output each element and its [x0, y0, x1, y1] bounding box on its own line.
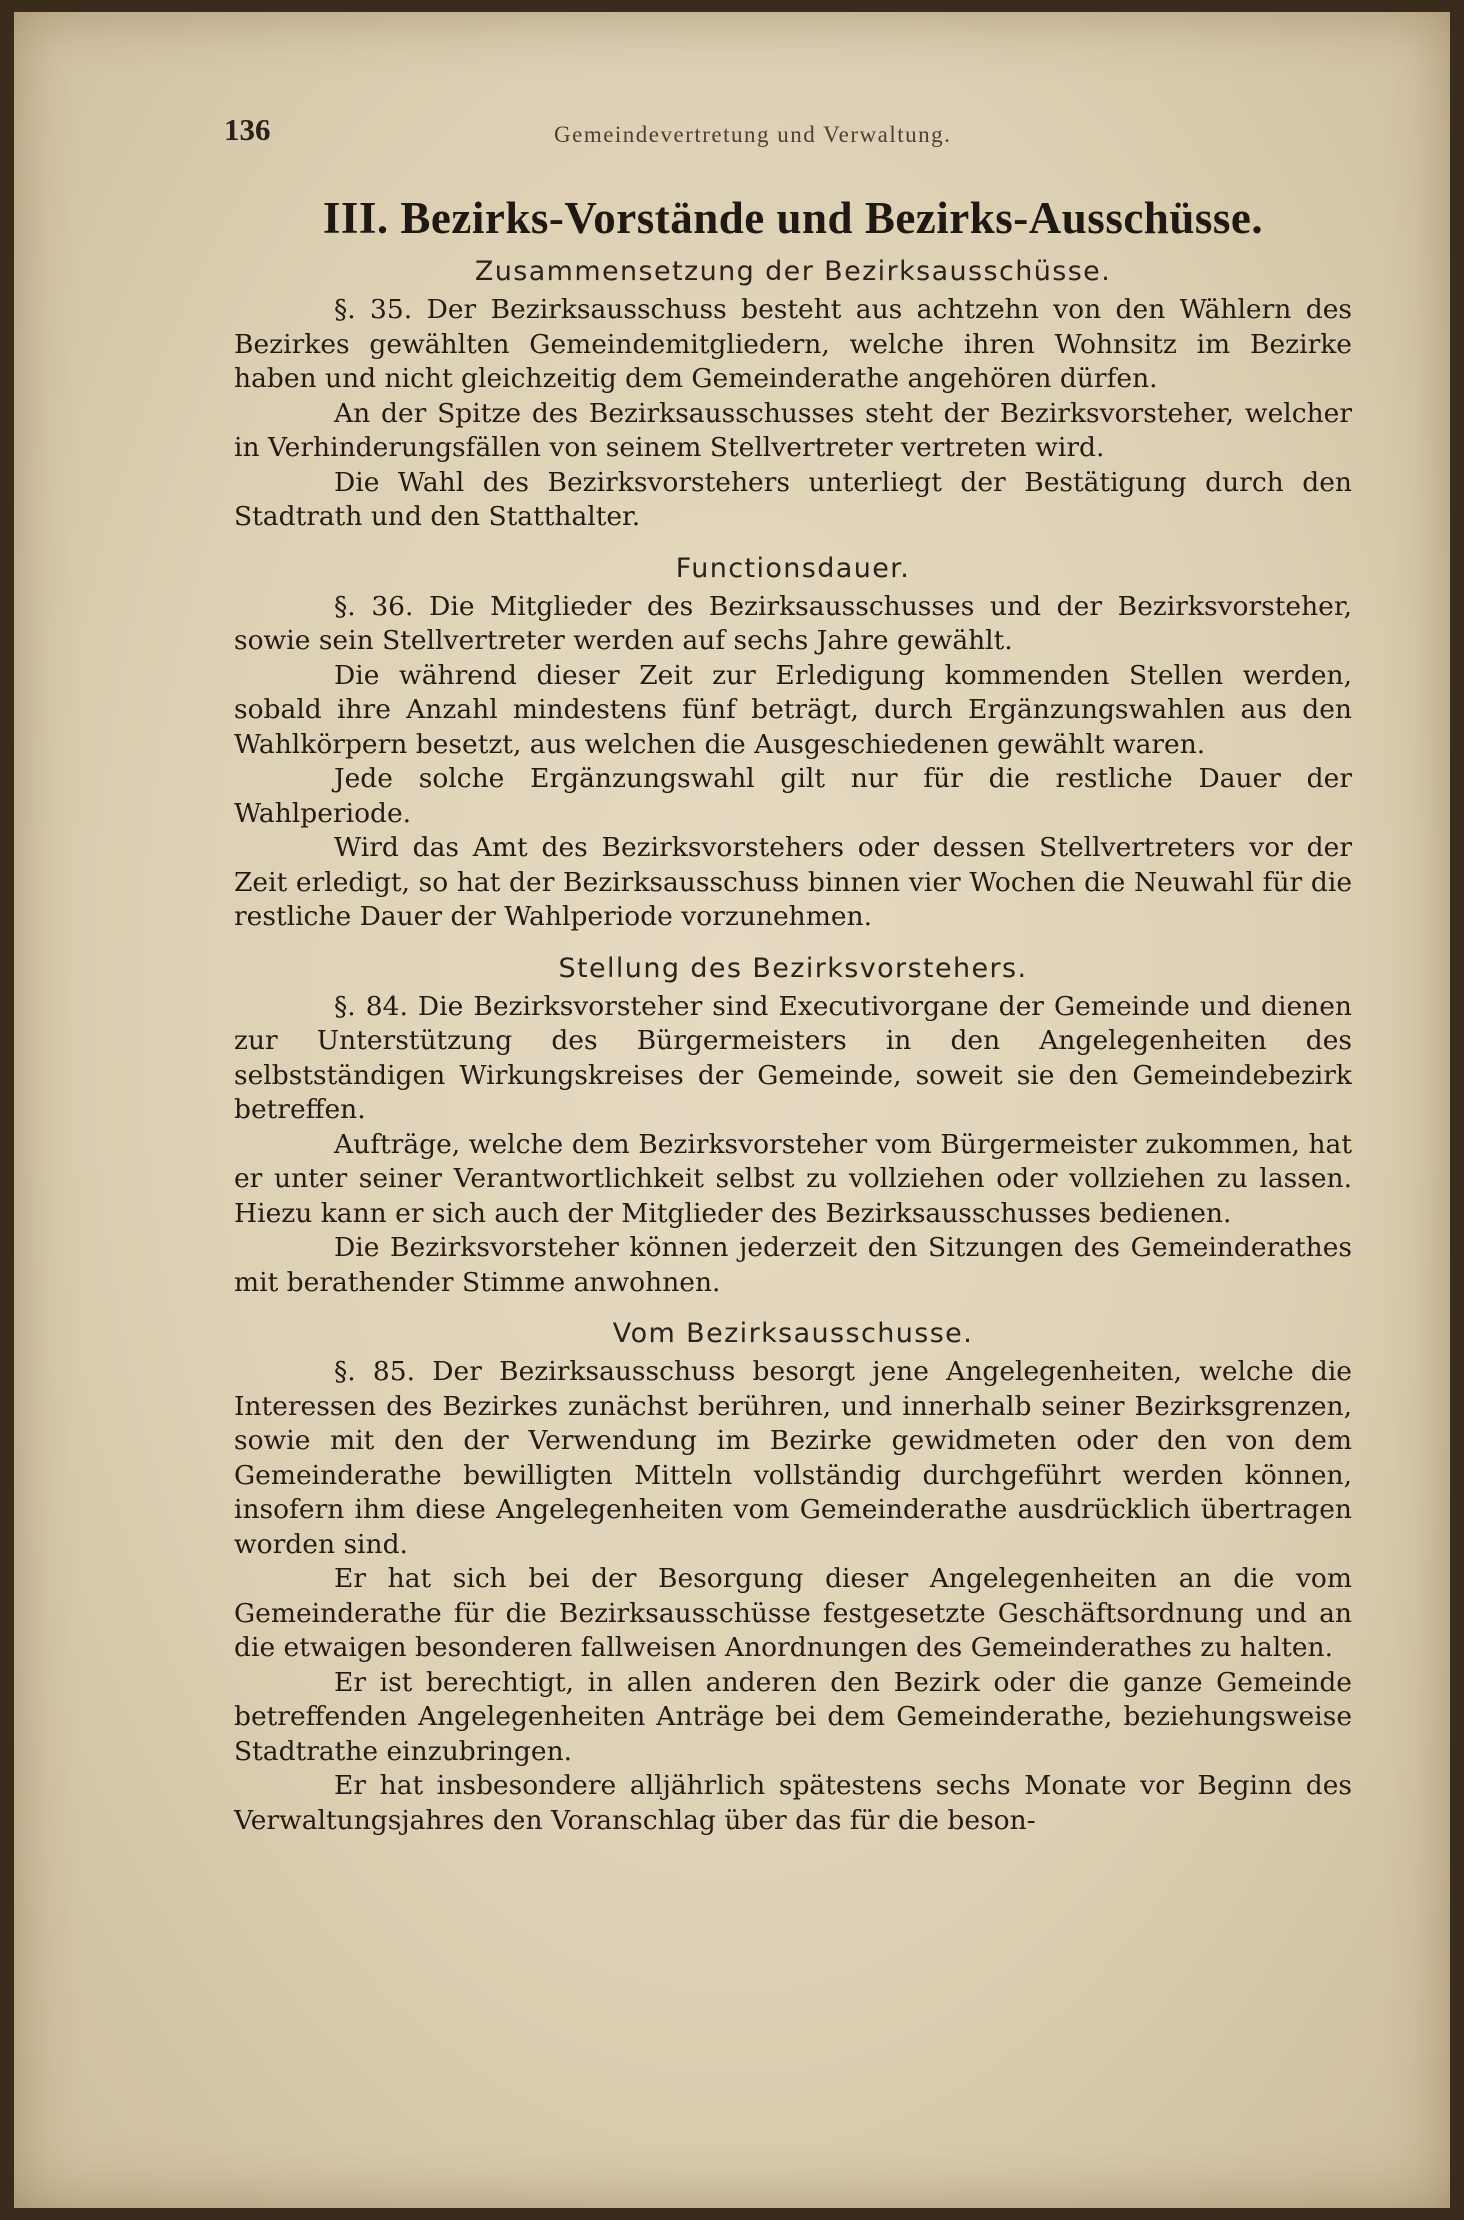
paragraph: Die Wahl des Bezirksvorstehers unterliegt der Bestätigung durch den Stadtrath und den Statthalter. — [234, 466, 1352, 532]
section-heading: Stellung des Bezirksvorstehers. — [558, 952, 1028, 984]
paragraph: Die Bezirksvorsteher können jederzeit den Sitzungen des Gemeinderathes mit berathender Stimme anwohnen. — [234, 1232, 1352, 1298]
paragraph: Er ist berechtigt, in allen anderen den Bezirk oder die ganze Gemeinde betreffenden Angelegenheiten Anträge bei dem Gemeinderathe, beziehungsweise Stadtrathe einzubringen. — [234, 1666, 1352, 1767]
page-header — [224, 112, 1354, 152]
section-heading: Functionsdauer. — [675, 552, 911, 584]
section-bezirksausschuss — [234, 1318, 1352, 1838]
page-number: 136 — [224, 112, 271, 147]
paragraph: Jede solche Ergänzungswahl gilt nur für die restliche Dauer der Wahlperiode. — [234, 763, 1352, 829]
book-page — [14, 12, 1450, 2208]
paragraph: Aufträge, welche dem Bezirksvorsteher vom Bürgermeister zukommen, hat er unter seiner Verantwortlichkeit selbst zu vollziehen oder vollziehen zu lassen. Hiezu kann er sich auch der Mitglieder des Bezirksausschusses bedienen. — [234, 1128, 1352, 1229]
paragraph: §. 36. Die Mitglieder des Bezirksausschusses und der Bezirksvorsteher, sowie sein Stellvertreter werden auf sechs Jahre gewählt. — [234, 590, 1352, 656]
chapter-title: III. Bezirks-Vorstände und Bezirks-Ausschüsse. — [322, 193, 1264, 243]
section-zusammensetzung — [234, 256, 1352, 535]
paragraph: §. 84. Die Bezirksvorsteher sind Executivorgane der Gemeinde und dienen zur Unterstützung des Bürgermeisters in den Angelegenheiten des selbstständigen Wirkungskreises der Gemeinde, soweit sie den Gemeindebezirk betreffen. — [234, 990, 1352, 1125]
section-stellung — [234, 953, 1352, 1301]
section-heading: Zusammensetzung der Bezirksausschüsse. — [474, 256, 1112, 287]
running-head: Gemeindevertretung und Verwaltung. — [554, 122, 952, 147]
paragraph: An der Spitze des Bezirksausschusses steht der Bezirksvorsteher, welcher in Verhinderungsfällen von seinem Stellvertreter vertreten wird. — [234, 397, 1352, 463]
paragraph: Er hat insbesondere alljährlich spätestens sechs Monate vor Beginn des Verwaltungsjahres den Voranschlag über das für die beson- — [234, 1770, 1352, 1836]
paragraph: §. 35. Der Bezirksausschuss besteht aus achtzehn von den Wählern des Bezirkes gewählten Gemeindemitgliedern, welche ihren Wohnsitz im Bezirke haben und nicht gleichzeitig dem Gemeinderathe angehören dürfen. — [234, 294, 1352, 394]
paragraph: Die während dieser Zeit zur Erledigung kommenden Stellen werden, sobald ihre Anzahl mindestens fünf beträgt, durch Ergänzungswahlen aus den Wahlkörpern besetzt, aus welchen die Ausgeschiedenen gewählt waren. — [234, 659, 1352, 760]
section-heading: Vom Bezirksausschusse. — [612, 1318, 974, 1349]
section-functionsdauer — [234, 553, 1352, 935]
paragraph: Wird das Amt des Bezirksvorstehers oder dessen Stellvertreters vor der Zeit erledigt, so hat der Bezirksausschuss binnen vier Wochen die Neuwahl für die restliche Dauer der Wahlperiode vorzunehmen. — [234, 832, 1352, 932]
paragraph: Er hat sich bei der Besorgung dieser Angelegenheiten an die vom Gemeinderathe für die Bezirksausschüsse festgesetzte Geschäftsordnung und an die etwaigen besonderen fallweisen Anordnungen des Gemeinderathes zu halten. — [234, 1563, 1352, 1663]
paragraph: §. 85. Der Bezirksausschuss besorgt jene Angelegenheiten, welche die Interessen des Bezirkes zunächst berühren, und innerhalb seiner Bezirksgrenzen, sowie mit den der Verwendung im Bezirke gewidmeten oder den von dem Gemeinderathe bewilligten Mitteln vollständig durchgeführt werden können, insofern ihm diese Angelegenheiten vom Gemeinderathe ausdrücklich übertragen worden sind. — [234, 1356, 1352, 1560]
page-content — [234, 192, 1352, 1838]
